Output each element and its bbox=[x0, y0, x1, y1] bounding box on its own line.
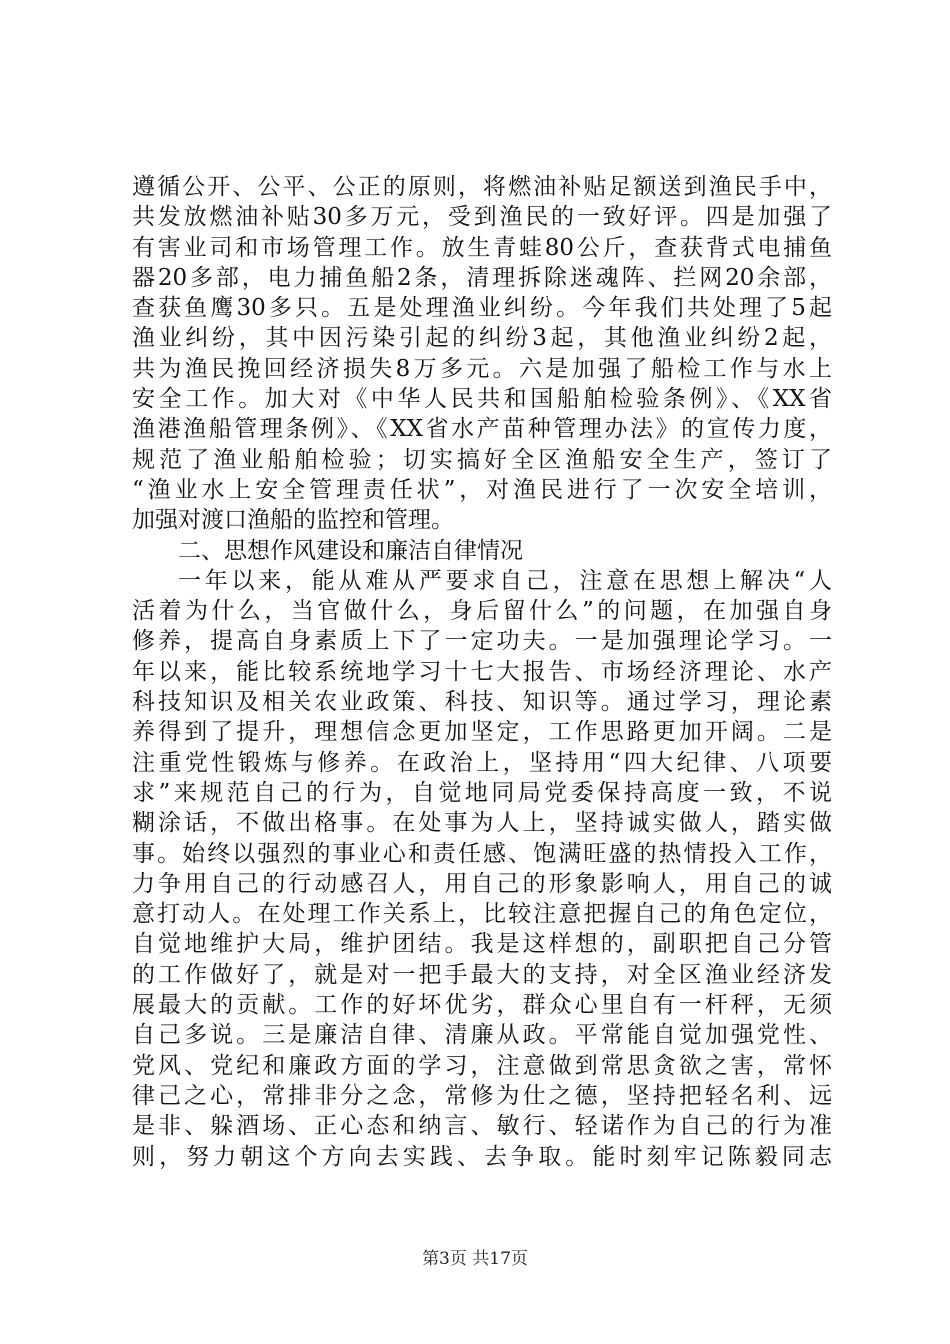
text-line: 规范了渔业船舶检验；切实搞好全区渔船安全生产，签订了 bbox=[132, 446, 832, 473]
text-line: 自己多说。三是廉洁自律、清廉从政。平常能自觉加强党性、 bbox=[132, 1022, 832, 1049]
text-line: 的工作做好了，就是对一把手最大的支持，对全区渔业经济发 bbox=[132, 961, 832, 988]
text-line: 求”来规范自己的行为，自觉地同局党委保持高度一致，不说 bbox=[132, 779, 832, 806]
text-line: 修养，提高自身素质上下了一定功夫。一是加强理论学习。一 bbox=[132, 628, 832, 655]
text-line: 注重党性锻炼与修养。在政治上，坚持用“四大纪律、八项要 bbox=[132, 749, 832, 776]
text-line: 律己之心，常排非分之念，常修为仕之德，坚持把轻名利、远 bbox=[132, 1082, 832, 1109]
section-heading: 二、思想作风建设和廉洁自律情况 bbox=[178, 537, 523, 564]
text-line: 遵循公开、公平、公正的原则，将燃油补贴足额送到渔民手中， bbox=[132, 174, 832, 200]
text-line: 渔业纠纷，其中因污染引起的纠纷3起，其他渔业纠纷2起， bbox=[132, 325, 832, 352]
text-line: 年以来，能比较系统地学习十七大报告、市场经济理论、水产 bbox=[132, 658, 832, 685]
text-line: 活着为什么，当官做什么，身后留什么”的问题，在加强自身 bbox=[132, 598, 832, 625]
text-line: 展最大的贡献。工作的好坏优劣，群众心里自有一杆秤，无须 bbox=[132, 992, 832, 1019]
text-line: 糊涂话，不做出格事。在处事为人上，坚持诚实做人，踏实做 bbox=[132, 810, 832, 837]
text-line: 党风、党纪和廉政方面的学习，注意做到常思贪欲之害，常怀 bbox=[132, 1052, 832, 1079]
text-line: 则，努力朝这个方向去实践、去争取。能时刻牢记陈毅同志 bbox=[132, 1143, 832, 1170]
body-text bbox=[132, 172, 832, 1172]
text-line: 一年以来，能从难从严要求自己，注意在思想上解决“人 bbox=[178, 567, 832, 594]
text-line: 科技知识及相关农业政策、科技、知识等。通过学习，理论素 bbox=[132, 689, 832, 716]
text-line: 力争用自己的行动感召人，用自己的形象影响人，用自己的诚 bbox=[132, 870, 832, 897]
text-line: 是非、躲酒场、正心态和纳言、敏行、轻诺作为自己的行为准 bbox=[132, 1113, 832, 1140]
text-line: 加强对渡口渔船的监控和管理。 bbox=[132, 507, 454, 534]
text-line: 共发放燃油补贴30多万元，受到渔民的一致好评。四是加强了 bbox=[132, 204, 832, 231]
page-number-footer: 第3页 共17页 bbox=[422, 1249, 528, 1269]
text-line: 安全工作。加大对《中华人民共和国船舶检验条例》、《XX省 bbox=[132, 386, 832, 413]
text-line: “渔业水上安全管理责任状”，对渔民进行了一次安全培训， bbox=[132, 476, 832, 503]
text-line: 意打动人。在处理工作关系上，比较注意把握自己的角色定位， bbox=[132, 901, 832, 928]
text-line: 共为渔民挽回经济损失8万多元。六是加强了船检工作与水上 bbox=[132, 355, 832, 382]
text-line: 渔港渔船管理条例》、《XX省水产苗种管理办法》的宣传力度， bbox=[132, 416, 832, 443]
text-line: 事。始终以强烈的事业心和责任感、饱满旺盛的热情投入工作， bbox=[132, 840, 832, 867]
text-line: 器20多部，电力捕鱼船2条，清理拆除迷魂阵、拦网20余部， bbox=[132, 264, 832, 291]
text-line: 养得到了提升，理想信念更加坚定，工作思路更加开阔。二是 bbox=[132, 719, 832, 746]
text-line: 自觉地维护大局，维护团结。我是这样想的，副职把自己分管 bbox=[132, 931, 832, 958]
text-line: 有害业司和市场管理工作。放生青蛙80公斤，查获背式电捕鱼 bbox=[132, 234, 832, 261]
text-line: 查获鱼鹰30多只。五是处理渔业纠纷。今年我们共处理了5起 bbox=[132, 295, 832, 322]
